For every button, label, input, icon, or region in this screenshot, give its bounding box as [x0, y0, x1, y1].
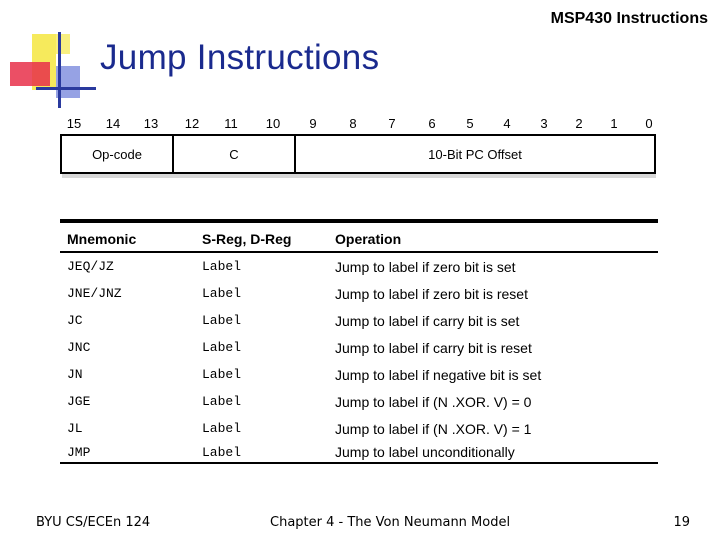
operation-cell: Jump to label if carry bit is set: [335, 312, 520, 329]
footer-chapter: Chapter 4 - The Von Neumann Model: [270, 515, 511, 530]
operand-cell: Label: [202, 367, 242, 382]
mnemonic-cell: JNC: [67, 340, 91, 355]
bit-number: 11: [224, 116, 238, 131]
operation-cell: Jump to label if zero bit is reset: [335, 285, 528, 302]
field-pc-offset: 10-Bit PC Offset: [428, 146, 522, 162]
operand-cell: Label: [202, 313, 242, 328]
mnemonic-cell: JGE: [67, 394, 91, 409]
operand-cell: Label: [195, 442, 328, 463]
table-row: [60, 388, 658, 415]
bit-number: 10: [265, 116, 281, 131]
mnemonic-cell: JNE/JNZ: [67, 286, 122, 301]
operation-cell: Jump to label if (N .XOR. V) = 1: [335, 420, 532, 437]
slide-logo-decoration: [0, 0, 100, 112]
bit-number: 3: [540, 116, 548, 131]
operand-cell: Label: [202, 340, 242, 355]
table-row: [60, 252, 658, 280]
mnemonic-cell: JMP: [60, 442, 195, 463]
table-row: [60, 361, 658, 388]
table-row: [60, 280, 658, 307]
bit-number: 9: [309, 116, 317, 131]
mnemonic-cell: JEQ/JZ: [67, 259, 114, 274]
bit-number: 15: [66, 116, 82, 131]
bit-number: 5: [466, 116, 474, 131]
jump-instructions-table: [60, 219, 658, 464]
bit-number: 7: [388, 116, 396, 131]
bit-number-row: [60, 116, 660, 134]
slide-title: Jump Instructions: [100, 38, 380, 77]
operation-cell: Jump to label unconditionally: [328, 442, 658, 463]
footer-course: BYU CS/ECEn 124: [36, 515, 151, 530]
header-mnemonic: Mnemonic: [60, 221, 195, 252]
header-operands: S-Reg, D-Reg: [195, 221, 328, 252]
table-row: [60, 334, 658, 361]
operand-cell: Label: [202, 394, 242, 409]
operation-cell: Jump to label if (N .XOR. V) = 0: [335, 393, 532, 410]
bit-number: 6: [428, 116, 436, 131]
table-row: [60, 415, 658, 442]
mnemonic-cell: JL: [67, 421, 83, 436]
bit-number: 4: [503, 116, 511, 131]
header-operation: Operation: [328, 221, 658, 252]
mnemonic-cell: JN: [67, 367, 83, 382]
table-header-row: [60, 221, 658, 252]
operand-cell: Label: [202, 421, 242, 436]
bit-number: 2: [575, 116, 583, 131]
field-opcode: Op-code: [62, 136, 174, 172]
bit-number: 1: [610, 116, 618, 131]
bit-number: 14: [105, 116, 121, 131]
field-condition: C: [174, 136, 296, 172]
table-row: [60, 307, 658, 334]
operation-cell: Jump to label if carry bit is reset: [335, 339, 532, 356]
bit-number: 12: [184, 116, 200, 131]
bit-number: 0: [645, 116, 653, 131]
instruction-format-box: [60, 134, 656, 174]
table-row: [60, 442, 658, 463]
operation-cell: Jump to label if negative bit is set: [335, 366, 542, 383]
bit-number: 13: [143, 116, 159, 131]
operand-cell: Label: [202, 286, 242, 301]
page-number: 19: [673, 515, 690, 530]
operation-cell: Jump to label if zero bit is set: [335, 258, 516, 275]
bit-number: 8: [349, 116, 357, 131]
mnemonic-cell: JC: [67, 313, 83, 328]
operand-cell: Label: [202, 259, 242, 274]
course-topic: MSP430 Instructions: [550, 10, 708, 27]
